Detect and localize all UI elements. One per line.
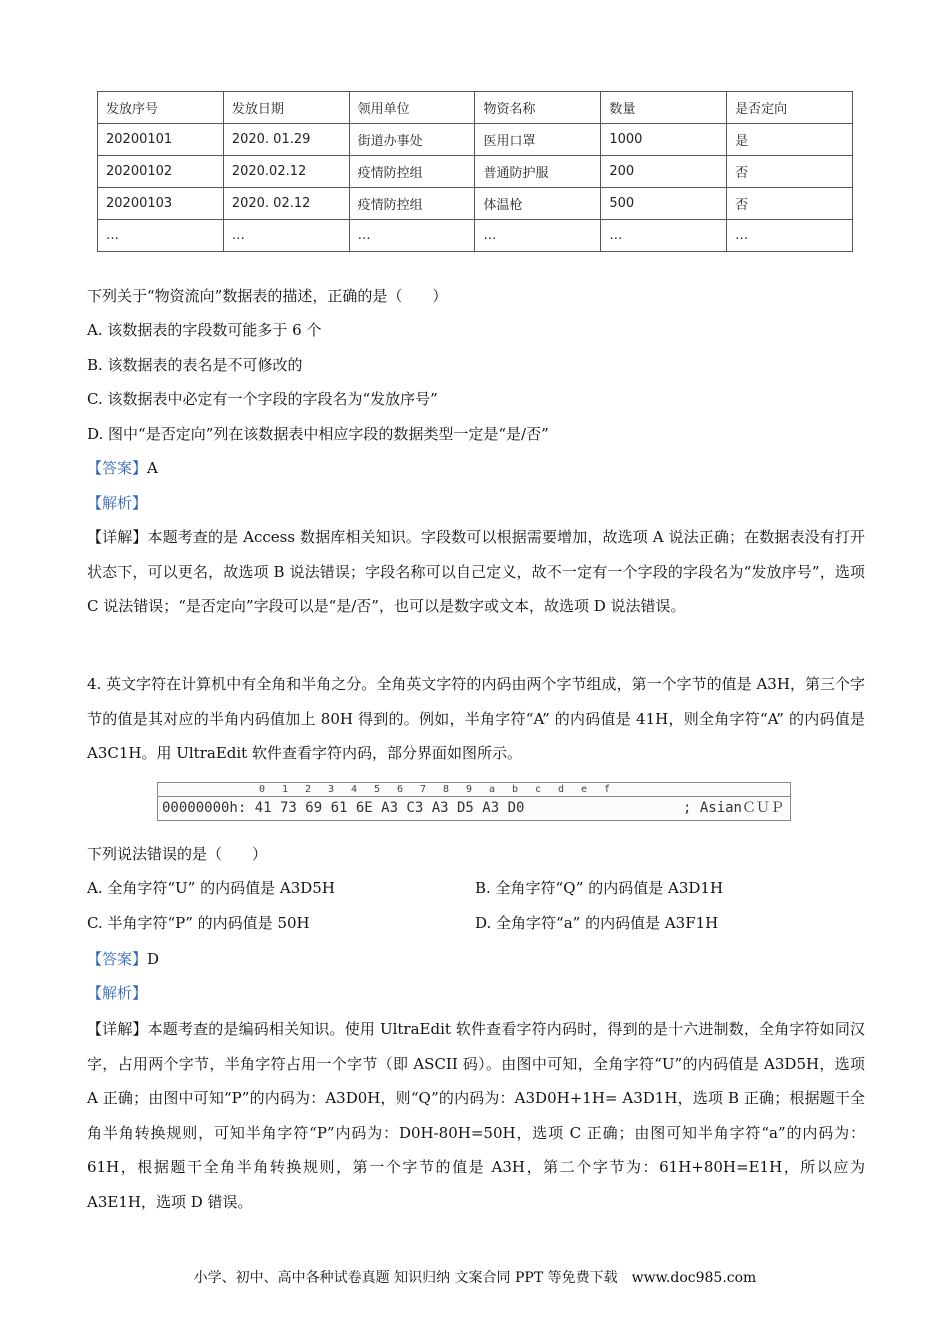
table-header-cell: 物资名称 xyxy=(475,92,601,124)
material-flow-table xyxy=(97,91,853,252)
table-cell: … xyxy=(727,220,853,252)
table-cell: … xyxy=(98,220,224,252)
q4-detail xyxy=(87,1012,865,1219)
table-cell: 20200101 xyxy=(98,124,224,156)
table-cell: … xyxy=(601,220,727,252)
table-header-cell: 数量 xyxy=(601,92,727,124)
table-cell: 否 xyxy=(727,188,853,220)
q4-option-d: D. 全角字符“a” 的内码值是 A3F1H xyxy=(475,914,719,932)
table-cell: 20200103 xyxy=(98,188,224,220)
table-row xyxy=(98,220,853,252)
ruler-label: 4 xyxy=(351,784,358,795)
table-cell: 2020. 01.29 xyxy=(223,124,349,156)
ruler-label: 2 xyxy=(305,784,312,795)
table-cell: 2020.02.12 xyxy=(223,156,349,188)
table-header-row xyxy=(98,92,853,124)
detail-tag: 【详解】 xyxy=(87,528,148,546)
q3-analysis xyxy=(87,492,147,514)
answer-value: A xyxy=(147,459,158,477)
table-cell: 医用口罩 xyxy=(475,124,601,156)
q3-stem: 下列关于“物资流向”数据表的描述，正确的是（ ） xyxy=(87,287,448,305)
ruler-label: e xyxy=(581,784,588,795)
q3-answer xyxy=(87,457,158,479)
ruler-label: 3 xyxy=(328,784,335,795)
table-cell: 500 xyxy=(601,188,727,220)
q4-stem: 4. 英文字符在计算机中有全角和半角之分。全角英文字符的内码由两个字节组成，第一个字节的值是 A3H，第三个字节的值是其对应的半角内码值加上 80H 得到的。例如，半角字符“A” 的内码值是 41H，则全角字符“A” 的内码值是 A3C1H。用 UltraEdit 软件查看字符内码，部分界面如图所示。 xyxy=(87,675,865,762)
table-header-cell: 发放序号 xyxy=(98,92,224,124)
hex-ascii-column: ; AsianＣＵＰ xyxy=(682,800,784,816)
table-header-cell: 是否定向 xyxy=(727,92,853,124)
table-cell: 疫情防控组 xyxy=(349,188,475,220)
table-header-cell: 发放日期 xyxy=(223,92,349,124)
analysis-tag: 【解析】 xyxy=(87,494,148,512)
q3-option-b: B. 该数据表的表名是不可修改的 xyxy=(87,356,303,374)
ultraedit-hex-view xyxy=(157,782,791,821)
q4-option-c: C. 半角字符“P” 的内码值是 50H xyxy=(87,914,310,932)
table-cell: 普通防护服 xyxy=(475,156,601,188)
table-cell: 20200102 xyxy=(98,156,224,188)
table-cell: 2020. 02.12 xyxy=(223,188,349,220)
q4-answer xyxy=(87,948,159,970)
ruler-label: a xyxy=(489,784,496,795)
table-cell: … xyxy=(223,220,349,252)
ruler-label: 5 xyxy=(374,784,381,795)
answer-value: D xyxy=(147,950,160,968)
detail-text: 本题考查的是 Access 数据库相关知识。字段数可以根据需要增加，故选项 A 说法正确；在数据表没有打开状态下，可以更名，故选项 B 说法错误；字段名称可以自己定义，故不一定有一个字段的字段名为“发放序号”，选项 C 说法错误；“是否定向”字段可以是“是/否”，也可以是数字或文本，故选项 D 说法错误。 xyxy=(87,528,865,615)
q3-option-c: C. 该数据表中必定有一个字段的字段名为“发放序号” xyxy=(87,390,438,408)
table-cell: 疫情防控组 xyxy=(349,156,475,188)
ruler-label: 6 xyxy=(397,784,404,795)
table-cell: 1000 xyxy=(601,124,727,156)
table-row xyxy=(98,156,853,188)
table-cell: 是 xyxy=(727,124,853,156)
analysis-tag: 【解析】 xyxy=(87,984,148,1002)
table-cell: … xyxy=(349,220,475,252)
hex-column-ruler xyxy=(158,783,790,797)
answer-tag: 【答案】 xyxy=(87,950,148,968)
ruler-label: 0 xyxy=(259,784,266,795)
ruler-label: f xyxy=(604,784,611,795)
detail-tag: 【详解】 xyxy=(87,1020,148,1038)
ruler-label: 8 xyxy=(443,784,450,795)
detail-text: 本题考查的是编码相关知识。使用 UltraEdit 软件查看字符内码时，得到的是十六进制数，全角字符如同汉字，占用两个字节，半角字符占用一个字节（即 ASCII 码）。由图中可知，全角字符“U”的内码值是 A3D5H，选项 A 正确；由图中可知“P”的内码为：A3D0H，则“Q”的内码为：A3D0H+1H= A3D1H，选项 B 正确；根据题干全角半角转换规则，可知半角字符“P”内码为：D0H-80H=50H，选项 C 正确；由图可知半角字符“a”的内码为：61H，根据题干全角半角转换规则，第一个字节的值是 A3H，第二个字节为：61H+80H=E1H，所以应为 A3E1H，选项 D 错误。 xyxy=(87,1020,865,1211)
ruler-label: d xyxy=(558,784,565,795)
table-cell: 体温枪 xyxy=(475,188,601,220)
table-header-cell: 领用单位 xyxy=(349,92,475,124)
table-cell: 街道办事处 xyxy=(349,124,475,156)
page-footer: 小学、初中、高中各种试卷真题 知识归纳 文案合同 PPT 等免费下载 www.doc985.com xyxy=(193,1270,757,1286)
q4-option-a: A. 全角字符“U” 的内码值是 A3D5H xyxy=(87,879,335,897)
q3-option-d: D. 图中“是否定向”列在该数据表中相应字段的数据类型一定是“是/否” xyxy=(87,425,549,443)
q4-question: 下列说法错误的是（ ） xyxy=(87,845,268,863)
answer-tag: 【答案】 xyxy=(87,459,148,477)
table-cell: 否 xyxy=(727,156,853,188)
table-row xyxy=(98,124,853,156)
ruler-label: 1 xyxy=(282,784,289,795)
q4-analysis xyxy=(87,982,147,1004)
q4-option-b: B. 全角字符“Q” 的内码值是 A3D1H xyxy=(475,879,724,897)
ruler-label: 7 xyxy=(420,784,427,795)
table-cell: … xyxy=(475,220,601,252)
table-cell: 200 xyxy=(601,156,727,188)
ruler-label: 9 xyxy=(466,784,473,795)
hex-data-row: 00000000h: 41 73 69 61 6E A3 C3 A3 D5 A3 D0 xyxy=(162,800,525,816)
table-row xyxy=(98,188,853,220)
ruler-label: b xyxy=(512,784,519,795)
ruler-label: c xyxy=(535,784,542,795)
q3-detail xyxy=(87,520,865,624)
q3-option-a: A. 该数据表的字段数可能多于 6 个 xyxy=(87,321,322,339)
